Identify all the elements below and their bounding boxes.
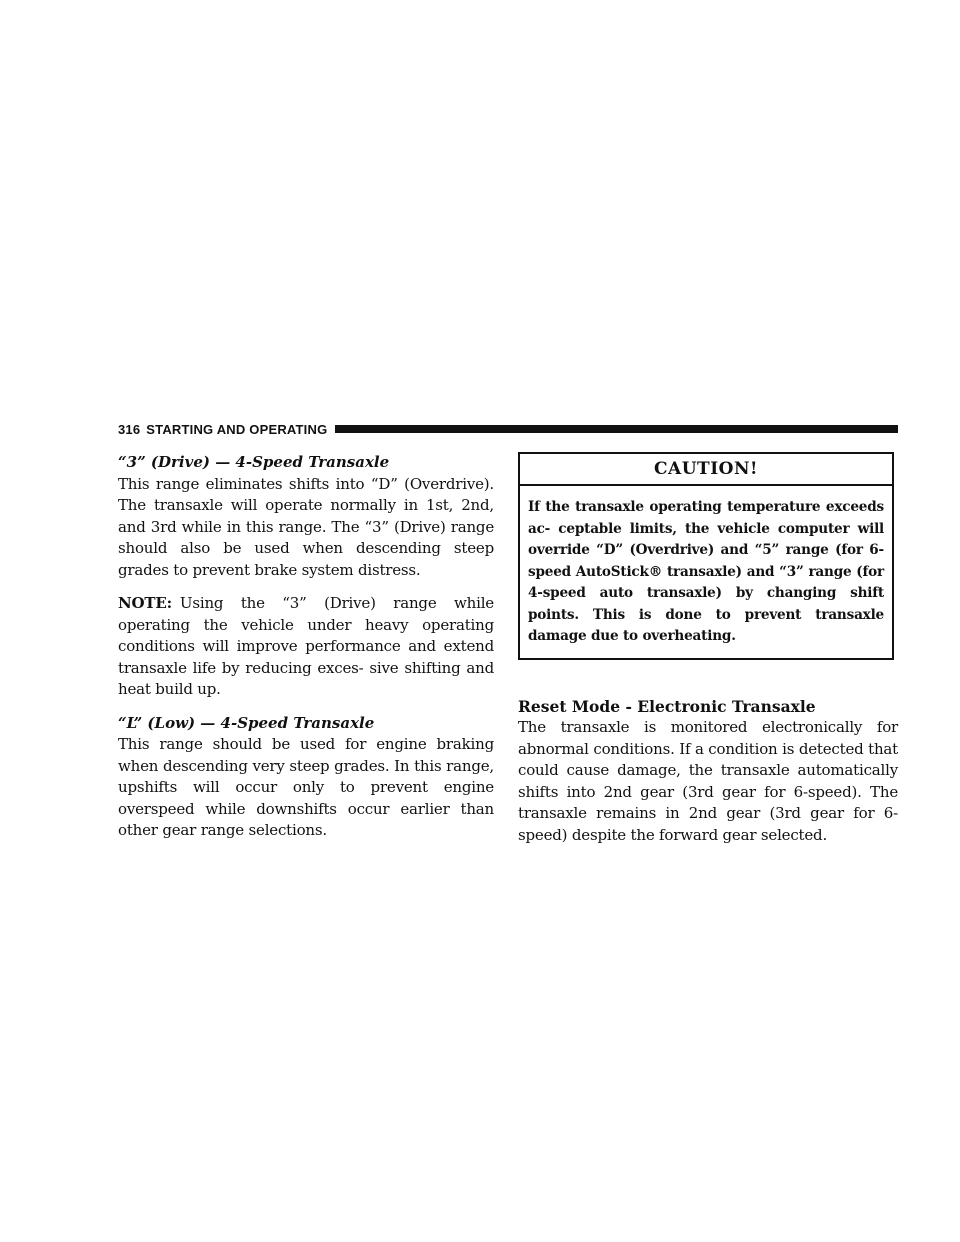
reset-paragraph: The transaxle is monitored electronically for abnormal conditions. If a condition is detected that could cause damage, the transaxle automatically shifts into 2nd gear (3rd gear for 6-speed). The transaxle remains in 2nd gear (3rd gear for 6-speed) despite the forward gear selected. — [518, 718, 898, 844]
page-number: 316 — [118, 421, 141, 437]
page-header — [118, 421, 898, 437]
section-title: STARTING AND OPERATING — [146, 421, 328, 437]
note-text: Using the “3” (Drive) range while operating the vehicle under heavy operating conditions will improve performance and extend transaxle life by reducing exces- sive shifting and heat build up. — [118, 594, 494, 698]
low-paragraph: This range should be used for engine braking when descending very steep grades. In this range, upshifts will occur only to prevent engine overspeed while downshifts occur earlier than other gear range selections. — [118, 735, 494, 839]
note-paragraph — [118, 593, 494, 701]
reset-heading: Reset Mode - Electronic Transaxle — [518, 696, 816, 716]
drive3-paragraph: This range eliminates shifts into “D” (Overdrive). The transaxle will operate normally in 1st, 2nd, and 3rd while in this range. The “3” (Drive) range should also be used when descending steep grades to prevent brake system distress. — [118, 474, 494, 579]
low-heading: “L” (Low) — 4-Speed Transaxle — [118, 713, 375, 732]
note-label: NOTE: — [118, 594, 172, 612]
right-column — [518, 452, 898, 846]
header-rule — [335, 425, 898, 433]
caution-text: If the transaxle operating temperature exceeds ac- ceptable limits, the vehicle computer will override “D” (Overdrive) and “5” range (for 6-speed AutoStick® transaxle) and “3” range (for 4-speed auto transaxle) by changing shift points. This is done to prevent transaxle damage due to overheating. — [528, 499, 884, 644]
drive3-heading: “3” (Drive) — 4-Speed Transaxle — [118, 453, 390, 471]
caution-box — [518, 452, 894, 660]
left-column — [118, 452, 494, 842]
caution-title: CAUTION! — [520, 454, 892, 486]
